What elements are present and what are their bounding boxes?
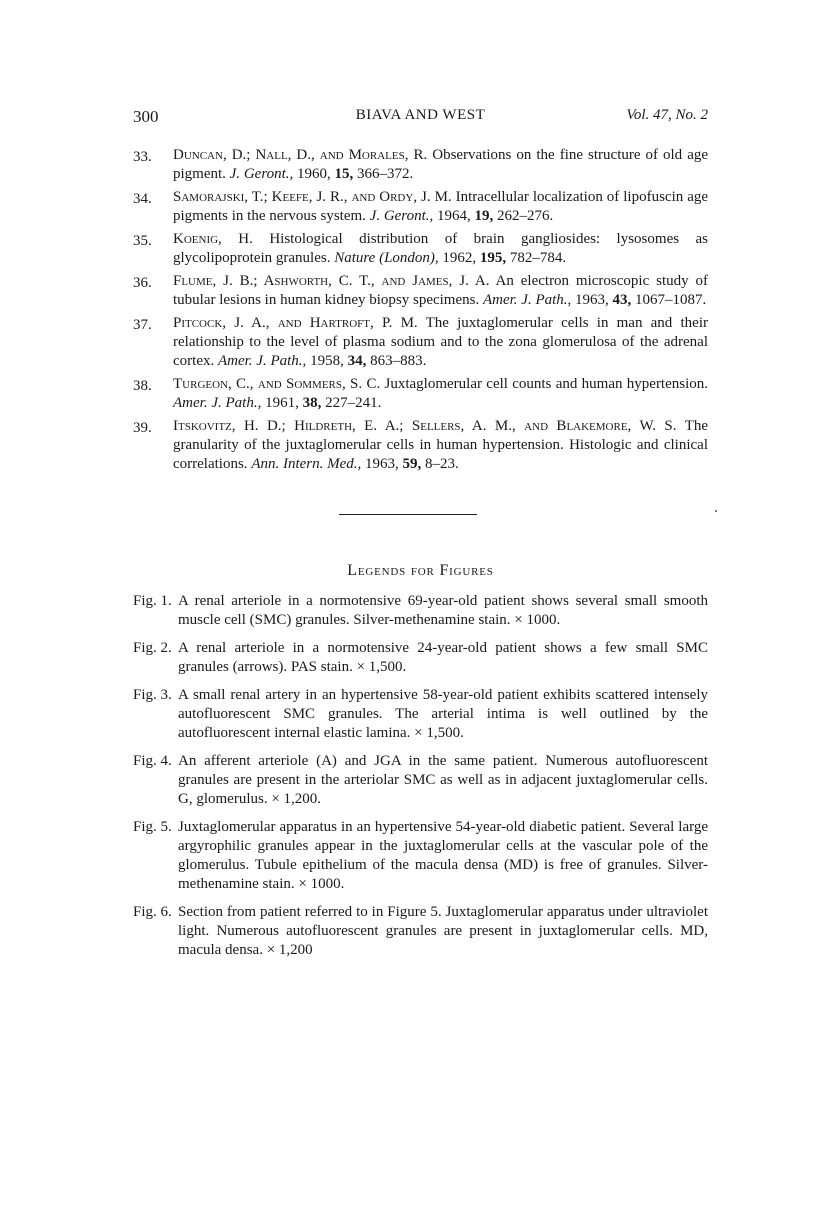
reference-number: 35. bbox=[133, 233, 152, 249]
reference-number: 34. bbox=[133, 191, 152, 207]
reference-title: The juxtaglomerular cells in man and their relationship to the level of plasma sodium and to the zona glomerulosa of the adrenal cortex. bbox=[173, 315, 708, 369]
figure-legends bbox=[133, 592, 708, 969]
reference-journal: Amer. J. Path., bbox=[217, 353, 307, 369]
figure-label: Fig. 5. bbox=[133, 819, 172, 835]
reference-title: An electron microscopic study of tubular lesions in human kidney biopsy specimens. bbox=[173, 273, 708, 308]
figure-caption: Juxtaglomerular apparatus in an hypertensive 54-year-old diabetic patient. Several large argyrophilic granules appear in the juxtaglomerular cells at the vascular pole of the glomerulus. Tubule epithelium of the macula densa (MD) is free of granules. Silver-methenamine stain. × 1000. bbox=[178, 819, 708, 892]
stray-mark bbox=[715, 510, 717, 512]
reference-number: 36. bbox=[133, 275, 152, 291]
reference-title: The granularity of the juxtaglomerular cells in human hypertension. Histologic and clinical correlations. bbox=[173, 418, 709, 472]
figure-label: Fig. 3. bbox=[133, 687, 172, 703]
reference-volume: 19, bbox=[474, 208, 494, 224]
reference-year: 1958, bbox=[310, 353, 344, 369]
reference-authors: Koenig, H. bbox=[173, 231, 253, 247]
reference-title: Histological distribution of brain gangliosides: lysosomes as glycolipoprotein granules. bbox=[173, 231, 709, 266]
figure-legend bbox=[133, 639, 708, 677]
figure-caption: Section from patient referred to in Figure 5. Juxtaglomerular apparatus under ultraviolet light. Numerous autofluorescent granules are present in juxtaglomerular cells. MD, macula densa. × 1,200 bbox=[178, 904, 708, 958]
figure-caption: A renal arteriole in a normotensive 24-year-old patient shows a few small SMC granules (arrows). PAS stain. × 1,500. bbox=[178, 640, 708, 675]
reference-volume: 43, bbox=[612, 292, 632, 308]
section-divider bbox=[339, 514, 477, 515]
figure-legend bbox=[133, 752, 708, 809]
reference-volume: 15, bbox=[334, 166, 354, 182]
reference-authors: Duncan, D.; Nall, D., and Morales, R. bbox=[173, 147, 428, 163]
reference-title: Juxtaglomerular cell counts and human hypertension. bbox=[384, 376, 709, 392]
running-header bbox=[133, 107, 708, 129]
reference-number: 38. bbox=[133, 378, 152, 394]
figure-label: Fig. 6. bbox=[133, 904, 172, 920]
figure-label: Fig. 4. bbox=[133, 753, 172, 769]
reference-pages: 227–241. bbox=[325, 395, 382, 411]
reference-journal: Ann. Intern. Med., bbox=[251, 456, 362, 472]
reference-number: 33. bbox=[133, 149, 152, 165]
reference-year: 1963, bbox=[365, 456, 399, 472]
reference-pages: 863–883. bbox=[370, 353, 427, 369]
reference-item bbox=[133, 230, 708, 268]
reference-year: 1964, bbox=[437, 208, 471, 224]
page-number: 300 bbox=[133, 107, 159, 126]
reference-pages: 8–23. bbox=[425, 456, 459, 472]
reference-authors: Flume, J. B.; Ashworth, C. T., and James, J. A. bbox=[173, 273, 490, 289]
reference-number: 39. bbox=[133, 420, 152, 436]
reference-year: 1962, bbox=[442, 250, 477, 266]
figure-caption: A small renal artery in an hypertensive 58-year-old patient exhibits scattered intensely autofluorescent SMC granules. The arterial intima is well outlined by the autofluorescent internal elastic lamina. × 1,500. bbox=[178, 687, 708, 741]
reference-journal: Amer. J. Path., bbox=[482, 292, 572, 308]
figure-label: Fig. 2. bbox=[133, 640, 172, 656]
volume-issue: Vol. 47, No. 2 bbox=[626, 107, 708, 123]
figure-legend bbox=[133, 903, 708, 960]
reference-title: Intracellular localization of lipofuscin age pigments in the nervous system. bbox=[173, 189, 709, 224]
figure-caption: A renal arteriole in a normotensive 69-year-old patient shows several small smooth muscle cell (SMC) granules. Silver-methenamine stain. × 1000. bbox=[178, 593, 708, 628]
reference-pages: 1067–1087. bbox=[635, 292, 707, 308]
running-title: BIAVA AND WEST bbox=[355, 107, 486, 123]
reference-volume: 38, bbox=[302, 395, 322, 411]
reference-authors: Pitcock, J. A., and Hartroft, P. M. bbox=[173, 315, 418, 331]
reference-year: 1963, bbox=[575, 292, 609, 308]
reference-item bbox=[133, 417, 708, 474]
reference-authors: Itskovitz, H. D.; Hildreth, E. A.; Sellers, A. M., and Blakemore, W. S. bbox=[173, 418, 677, 434]
reference-year: 1960, bbox=[297, 166, 331, 182]
reference-year: 1961, bbox=[265, 395, 299, 411]
figure-label: Fig. 1. bbox=[133, 593, 172, 609]
figure-legend bbox=[133, 818, 708, 894]
reference-authors: Turgeon, C., and Sommers, S. C. bbox=[173, 376, 381, 392]
reference-journal: J. Geront., bbox=[229, 166, 294, 182]
reference-item bbox=[133, 314, 708, 371]
reference-pages: 262–276. bbox=[497, 208, 554, 224]
reference-volume: 59, bbox=[402, 456, 422, 472]
reference-list bbox=[133, 146, 708, 478]
reference-item bbox=[133, 375, 708, 413]
figure-legend bbox=[133, 592, 708, 630]
legends-heading: Legends for Figures bbox=[347, 562, 494, 579]
reference-number: 37. bbox=[133, 317, 152, 333]
figure-caption: An afferent arteriole (A) and JGA in the same patient. Numerous autofluorescent granules are present in the arteriolar SMC as well as in adjacent juxtaglomerular cells. G, glomerulus. × 1,200. bbox=[178, 753, 708, 807]
figure-legend bbox=[133, 686, 708, 743]
reference-item bbox=[133, 188, 708, 226]
reference-authors: Samorajski, T.; Keefe, J. R., and Ordy, J. M. bbox=[173, 189, 452, 205]
reference-item bbox=[133, 272, 708, 310]
reference-title: Observations on the fine structure of old age pigment. bbox=[173, 147, 709, 182]
reference-volume: 34, bbox=[347, 353, 367, 369]
reference-volume: 195, bbox=[479, 250, 507, 266]
reference-journal: J. Geront., bbox=[369, 208, 434, 224]
reference-journal: Nature (London), bbox=[334, 250, 439, 266]
reference-item bbox=[133, 146, 708, 184]
reference-pages: 366–372. bbox=[357, 166, 414, 182]
reference-pages: 782–784. bbox=[509, 250, 567, 266]
reference-journal: Amer. J. Path., bbox=[173, 395, 262, 411]
